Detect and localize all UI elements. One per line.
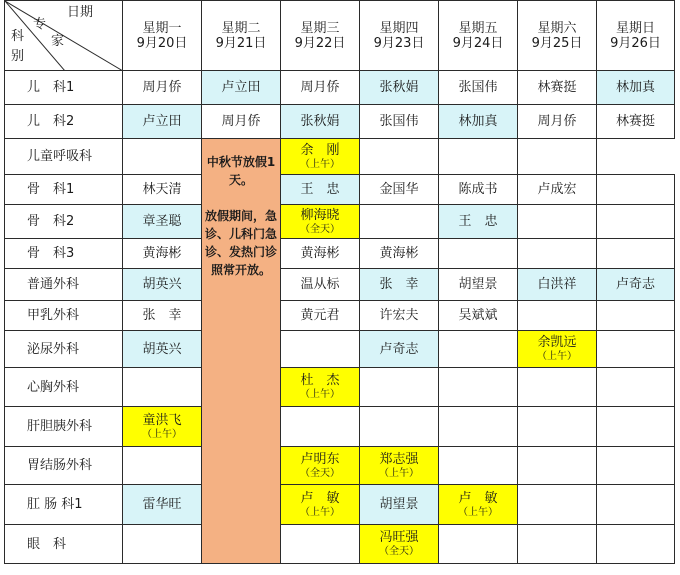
department-label: 儿 科1 bbox=[5, 71, 123, 105]
doctor-cell bbox=[439, 175, 518, 205]
department-label: 骨 科1 bbox=[5, 175, 123, 205]
doctor-cell bbox=[202, 105, 281, 139]
doctor-name: 章圣聪 bbox=[142, 214, 182, 229]
empty-cell bbox=[123, 447, 202, 485]
empty-cell bbox=[439, 139, 518, 175]
doctor-cell bbox=[281, 105, 360, 139]
doctor-cell bbox=[360, 239, 439, 269]
empty-cell bbox=[518, 205, 597, 239]
empty-cell bbox=[439, 331, 518, 368]
doctor-name: 金国华 bbox=[379, 182, 419, 197]
date-label: 9月25日 bbox=[531, 35, 583, 51]
empty-cell bbox=[123, 368, 202, 407]
doctor-name: 许宏夫 bbox=[379, 308, 419, 323]
empty-cell bbox=[518, 239, 597, 269]
empty-cell bbox=[518, 407, 597, 447]
doctor-cell bbox=[597, 105, 675, 139]
schedule-row bbox=[5, 485, 675, 525]
doctor-cell bbox=[123, 331, 202, 368]
doctor-name: 余 刚 bbox=[300, 142, 340, 158]
doctor-cell bbox=[281, 71, 360, 105]
department-label: 肝胆胰外科 bbox=[5, 407, 123, 447]
doctor-cell bbox=[518, 269, 597, 301]
schedule-row bbox=[5, 525, 675, 564]
doctor-cell bbox=[281, 269, 360, 301]
doctor-name: 卢明东 bbox=[300, 451, 340, 467]
empty-cell bbox=[439, 447, 518, 485]
doctor-name: 郑志强 bbox=[379, 451, 419, 467]
department-label: 普通外科 bbox=[5, 269, 123, 301]
doctor-name: 周月侨 bbox=[300, 80, 340, 95]
doctor-cell bbox=[123, 239, 202, 269]
doctor-name: 卢 敏 bbox=[458, 490, 498, 506]
empty-cell bbox=[597, 407, 675, 447]
empty-cell bbox=[597, 331, 675, 368]
corner-label-date: 日期 bbox=[67, 5, 94, 20]
empty-cell bbox=[518, 485, 597, 525]
doctor-cell bbox=[281, 301, 360, 331]
corner-label-dept-2: 别 bbox=[11, 49, 25, 64]
session-note: （上午） bbox=[458, 506, 498, 518]
corner-header-cell bbox=[5, 1, 123, 71]
schedule-row bbox=[5, 239, 675, 269]
doctor-cell bbox=[281, 139, 360, 175]
doctor-name: 卢成宏 bbox=[537, 182, 577, 197]
doctor-cell bbox=[518, 71, 597, 105]
schedule-row bbox=[5, 301, 675, 331]
holiday-spacer bbox=[202, 189, 280, 207]
doctor-cell bbox=[439, 71, 518, 105]
department-label: 心胸外科 bbox=[5, 368, 123, 407]
doctor-name: 张秋娟 bbox=[379, 80, 419, 95]
doctor-name: 林赛挺 bbox=[537, 80, 577, 95]
day-header-1 bbox=[123, 1, 202, 71]
empty-cell bbox=[597, 301, 675, 331]
doctor-name: 杜 杰 bbox=[300, 373, 340, 388]
doctor-cell bbox=[281, 239, 360, 269]
corner-label-expert-2: 家 bbox=[51, 34, 65, 49]
empty-cell bbox=[281, 407, 360, 447]
day-header-4 bbox=[360, 1, 439, 71]
day-header-3 bbox=[281, 1, 360, 71]
schedule-row bbox=[5, 139, 675, 175]
weekday-label: 星期四 bbox=[379, 20, 419, 36]
doctor-cell bbox=[518, 105, 597, 139]
doctor-cell bbox=[123, 407, 202, 447]
holiday-notice-cell bbox=[202, 139, 281, 564]
session-note: （全天） bbox=[300, 223, 340, 235]
schedule-row bbox=[5, 205, 675, 239]
department-label: 眼 科 bbox=[5, 525, 123, 564]
doctor-name: 张 幸 bbox=[379, 277, 419, 292]
department-label: 骨 科3 bbox=[5, 239, 123, 269]
empty-cell bbox=[281, 331, 360, 368]
department-label: 骨 科2 bbox=[5, 205, 123, 239]
doctor-name: 童洪飞 bbox=[142, 412, 182, 428]
doctor-cell bbox=[123, 105, 202, 139]
empty-cell bbox=[597, 485, 675, 525]
session-note: （全天） bbox=[379, 546, 419, 557]
weekday-label: 星期一 bbox=[142, 20, 182, 36]
doctor-cell bbox=[597, 71, 675, 105]
doctor-name: 林赛挺 bbox=[615, 114, 655, 129]
empty-cell bbox=[360, 407, 439, 447]
weekday-label: 星期五 bbox=[458, 20, 498, 36]
department-label: 胃结肠外科 bbox=[5, 447, 123, 485]
session-note: （上午） bbox=[537, 351, 577, 362]
holiday-title: 中秋节放假1天。 bbox=[206, 155, 276, 187]
doctor-cell bbox=[360, 269, 439, 301]
corner-label-dept-1: 科 bbox=[11, 29, 25, 44]
doctor-cell bbox=[360, 71, 439, 105]
empty-cell bbox=[360, 368, 439, 407]
doctor-cell bbox=[281, 175, 360, 205]
doctor-name: 黄海彬 bbox=[379, 246, 419, 261]
empty-cell bbox=[518, 368, 597, 407]
doctor-name: 雷华旺 bbox=[142, 497, 182, 512]
empty-cell bbox=[518, 139, 597, 175]
schedule-row bbox=[5, 368, 675, 407]
doctor-cell bbox=[281, 447, 360, 485]
doctor-name: 林天清 bbox=[142, 182, 182, 197]
department-label: 儿 科2 bbox=[5, 105, 123, 139]
doctor-cell bbox=[439, 269, 518, 301]
doctor-cell bbox=[360, 175, 439, 205]
doctor-cell bbox=[439, 105, 518, 139]
empty-cell bbox=[439, 239, 518, 269]
date-label: 9月20日 bbox=[136, 35, 188, 51]
empty-cell bbox=[597, 525, 675, 564]
doctor-name: 柳海晓 bbox=[300, 207, 340, 223]
doctor-cell bbox=[123, 205, 202, 239]
date-label: 9月21日 bbox=[215, 35, 267, 51]
empty-cell bbox=[439, 525, 518, 564]
doctor-name: 胡英兴 bbox=[142, 341, 182, 357]
session-note: （上午） bbox=[142, 428, 182, 440]
doctor-cell bbox=[597, 269, 675, 301]
doctor-name: 张 幸 bbox=[142, 308, 182, 323]
doctor-cell bbox=[360, 301, 439, 331]
doctor-name: 吴斌斌 bbox=[458, 308, 498, 323]
doctor-cell bbox=[360, 485, 439, 525]
doctor-name: 王 忠 bbox=[300, 182, 340, 197]
empty-cell bbox=[123, 139, 202, 175]
doctor-name: 卢 敏 bbox=[300, 490, 340, 506]
doctor-cell bbox=[360, 331, 439, 368]
empty-cell bbox=[518, 525, 597, 564]
doctor-name: 温从标 bbox=[300, 277, 340, 292]
doctor-name: 周月侨 bbox=[221, 114, 261, 129]
doctor-name: 卢奇志 bbox=[379, 341, 419, 357]
department-label: 儿童呼吸科 bbox=[5, 139, 123, 175]
doctor-name: 王 忠 bbox=[458, 214, 498, 229]
empty-cell bbox=[518, 301, 597, 331]
doctor-cell bbox=[202, 71, 281, 105]
empty-cell bbox=[439, 407, 518, 447]
doctor-cell bbox=[123, 175, 202, 205]
schedule-row bbox=[5, 175, 675, 205]
doctor-cell bbox=[439, 485, 518, 525]
session-note: （上午） bbox=[300, 389, 340, 400]
doctor-name: 冯旺强 bbox=[379, 530, 419, 545]
day-header-6 bbox=[518, 1, 597, 71]
date-label: 9月23日 bbox=[373, 35, 425, 51]
doctor-cell bbox=[360, 105, 439, 139]
doctor-name: 胡望景 bbox=[379, 497, 419, 512]
department-label: 肛 肠 科1 bbox=[5, 485, 123, 525]
date-label: 9月24日 bbox=[452, 35, 504, 51]
doctor-name: 黄元君 bbox=[300, 308, 340, 323]
weekday-label: 星期三 bbox=[300, 20, 340, 36]
doctor-name: 张国伟 bbox=[379, 114, 419, 129]
corner-label-expert-1: 专 bbox=[33, 17, 47, 32]
empty-cell bbox=[360, 139, 439, 175]
empty-cell bbox=[597, 239, 675, 269]
empty-cell bbox=[281, 525, 360, 564]
empty-cell bbox=[518, 447, 597, 485]
doctor-name: 白洪祥 bbox=[537, 277, 577, 292]
empty-cell bbox=[597, 447, 675, 485]
doctor-cell bbox=[281, 205, 360, 239]
doctor-name: 胡望景 bbox=[458, 277, 498, 292]
date-label: 9月22日 bbox=[294, 35, 346, 51]
doctor-cell bbox=[281, 485, 360, 525]
department-label: 甲乳外科 bbox=[5, 301, 123, 331]
doctor-cell bbox=[123, 71, 202, 105]
weekday-label: 星期日 bbox=[615, 20, 655, 36]
schedule-row bbox=[5, 407, 675, 447]
doctor-name: 卢立田 bbox=[142, 114, 182, 129]
holiday-body: 放假期间，急诊、儿科门急诊、发热门诊照常开放。 bbox=[204, 209, 277, 277]
expert-schedule-table bbox=[4, 0, 675, 564]
doctor-name: 林加真 bbox=[615, 80, 655, 95]
schedule-row bbox=[5, 331, 675, 368]
doctor-cell bbox=[360, 447, 439, 485]
department-label: 泌尿外科 bbox=[5, 331, 123, 368]
doctor-name: 余凯远 bbox=[537, 335, 577, 350]
doctor-cell bbox=[123, 269, 202, 301]
day-header-7 bbox=[597, 1, 675, 71]
doctor-name: 张秋娟 bbox=[300, 114, 340, 129]
empty-cell bbox=[439, 368, 518, 407]
date-label: 9月26日 bbox=[610, 35, 661, 51]
doctor-name: 张国伟 bbox=[458, 80, 498, 95]
schedule-row bbox=[5, 71, 675, 105]
schedule-row bbox=[5, 447, 675, 485]
doctor-cell bbox=[439, 301, 518, 331]
weekday-label: 星期六 bbox=[537, 20, 577, 36]
doctor-name: 黄海彬 bbox=[300, 246, 340, 261]
empty-cell bbox=[597, 205, 675, 239]
doctor-name: 胡英兴 bbox=[142, 277, 182, 292]
day-header-2 bbox=[202, 1, 281, 71]
doctor-cell bbox=[123, 301, 202, 331]
empty-cell bbox=[123, 525, 202, 564]
doctor-cell bbox=[281, 368, 360, 407]
empty-cell bbox=[360, 205, 439, 239]
session-note: （上午） bbox=[300, 158, 340, 170]
doctor-cell bbox=[439, 205, 518, 239]
day-header-5 bbox=[439, 1, 518, 71]
doctor-name: 周月侨 bbox=[142, 80, 182, 95]
schedule-row bbox=[5, 105, 675, 139]
doctor-cell bbox=[123, 485, 202, 525]
session-note: （上午） bbox=[300, 506, 340, 518]
doctor-name: 陈成书 bbox=[458, 182, 498, 197]
schedule-row bbox=[5, 269, 675, 301]
doctor-name: 卢立田 bbox=[221, 80, 261, 95]
doctor-name: 黄海彬 bbox=[142, 246, 182, 261]
doctor-cell bbox=[360, 525, 439, 564]
doctor-name: 周月侨 bbox=[537, 114, 577, 129]
doctor-name: 卢奇志 bbox=[615, 277, 655, 292]
doctor-name: 林加真 bbox=[458, 114, 498, 129]
header-row bbox=[5, 1, 675, 71]
session-note: （上午） bbox=[379, 467, 419, 479]
session-note: （全天） bbox=[300, 467, 340, 479]
empty-cell bbox=[597, 368, 675, 407]
weekday-label: 星期二 bbox=[221, 20, 261, 36]
empty-cell bbox=[597, 175, 675, 205]
doctor-cell bbox=[518, 331, 597, 368]
doctor-cell bbox=[518, 175, 597, 205]
